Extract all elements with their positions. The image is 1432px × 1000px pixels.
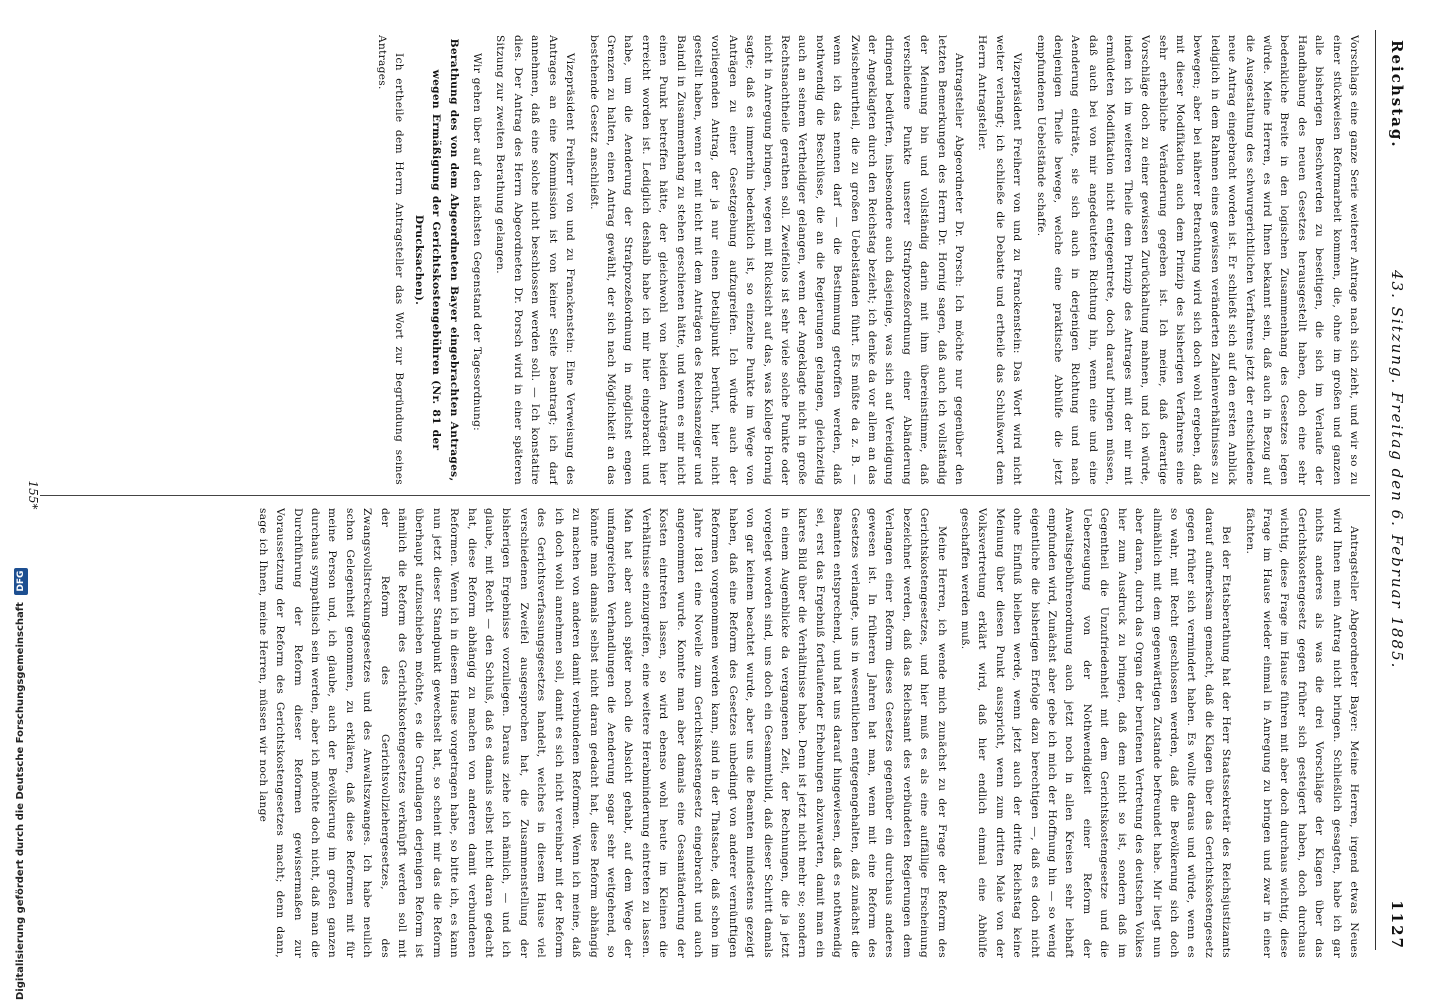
agenda-heading: Berathung des von dem Abgeordneten Bayer eingebrachten Antrages, wegen Ermäßigung der Gerichtskostengebühren (Nr. 81 der Drucksachen). (412, 38, 460, 482)
right-column (42, 508, 1362, 958)
left-column (42, 35, 1362, 485)
paragraph: Bei der Etatsberathung hat der Herr Staatssekretär des Reichsjustizamts darauf aufmerksam gemacht, daß die Klagen über das Gerichtskostengesetz gegen früher sich vermindert haben. Es wollte daraus und würde, wenn es so wahr, mit Recht geschlossen werden, daß die Bevölkerung sich doch allmählich mit dem gegenwärtigen Zustande befreundet habe. Mir liegt nun aber daran, durch das Organ der berufenen Vertretung des deutschen Volkes hier zum Ausdruck zu bringen, daß dem nicht so ist, sondern daß im Gegentheil die Unzufriedenheit mit dem Gerichtskostengesetze und die Ueberzeugung von der Nothwendigkeit einer Reform der Anwaltsgebührenordnung auch jetzt noch in allen Kreisen sehr lebhaft empfunden wird, Zunächst aber gebe ich mich der Hoffnung hin — so wenig eigentliche die bisherigen Erfolge dazu berechtigen —, daß es doch nicht ohne Einfluß bleiben werde, wenn jetzt auch der dritte Reichstag keine Meinung über diesen Punkt ausspricht, wenn zum dritten Male von der Volksvertretung erklärt wird, daß hier endlich einmal eine Abhülfe geschaffen werden muß. (959, 508, 1233, 958)
column-divider (40, 495, 1370, 496)
paragraph: Ich ertheile dem Herrn Antragsteller das Wort zur Begründung seines Antrages. (376, 35, 406, 485)
document-page (23, 20, 1418, 970)
page-header (1380, 40, 1406, 950)
header-page-number: 1127 (1388, 900, 1406, 950)
paragraph: Wir gehen über auf den nächsten Gegenstand der Tagesordnung: (471, 53, 484, 432)
paragraph: Vizepräsident Freiherr von und zu Franckenstein: Eine Verweisung des Antrages an eine Kommission ist von keiner Seite beantragt; ich darf annehmen, daß eine solche nicht beschlossen werden soll. — Ich konstatire dies. Der Antrag des Herrn Abgeordneten Dr. Porsch wird in einer späteren Sitzung zur zweiten Berathung gelangen. (494, 35, 577, 485)
header-rule (1375, 30, 1376, 950)
dfg-logo: DFG (14, 568, 28, 595)
paragraph: Antragsteller Abgeordneter Bayer: Meine Herren, irgend etwas Neues wird Ihnen mein Antrag nicht bringen. Schließlich gesagten, habe ich gar nichts anderes als was die drei Vorschläge der Klagen über das Gerichtskostengesetz gegen früher sich gesteigert haben, doch durchaus wichtig, diese Frage im Hause führen mit aber doch durchaus wichtig, diese Frage im Hause wieder einmal in Anregung zu bringen und zwar in einer fächten. (1243, 508, 1360, 958)
digitization-credit (0, 570, 26, 1000)
paragraph: Vorschlags eine ganze Serie weiterer Antrage nach sich zieht, und wir so zu einer stückweisen Reformarbeit kommen, die, ohne im großen und ganzen alle bisherigen Beschwerden zu beseitigen, die sich im Verlaufe der Handhabung des neuen Gesetzes herausgestellt haben, doch eine sehr bedenkliche Breite in den logischen Zusammenhang des Gesetzes legen würde. Meine Herren, es wird Ihnen bekannt sein, daß auch in Bezug auf die Ausgestaltung des schwurgerichtlichen Verfahrens jetzt der entschiedene neue Antrag eingebracht worden ist. Er schließt sich auf den ersten Anblick lediglich in dem Rahmen eines gewissen veränderten Zahlenverhältnisses zu bewegen; aber bei näherer Betrachtung wird sich doch wohl ergeben, daß mit dieser Modifikation auch dem Prinzip des bisherigen Verfahrens eine sehr erhebliche Veränderung gegeben ist. Ich meine, daß derartige Vorschläge doch zu einer gewissen Zurückhaltung mahnen, und ich würde, indem ich im weiteren Theile dem Prinzip des Antrages mit der mir mit ermüdeten Modifikation nicht entgegentrete, doch darauf bringen müssen, daß auch bei von mir angedeuteten Richtung hin, wenn eine und eine Aenderung einträte, sie sich auch in derjenigen Richtung und nach denjenigen Theile bewege, welche eine praktische Abhülfe die jetzt empfundenen Uebelstände schaffe. (1034, 35, 1360, 485)
page-signature: 155* (26, 480, 40, 510)
header-session: 43. Sitzung. Freitag den 6. Februar 1885. (1388, 270, 1406, 670)
paragraph: Vizepräsident Freiherr von und zu Franckenstein: Das Wort wird nicht weiter verlangt; ich schließe die Debatte und ertheile das Schlußwort dem Herrn Antragsteller. (976, 35, 1024, 485)
header-publication: Reichstag. (1388, 40, 1406, 149)
paragraph: Meine Herren, ich wende mich zunächst zu der Frage der Reform des Gerichtskostengesetzes, und hier muß es als eine auffällige Erscheinung bezeichnet werden, daß das Reichsamt des verbündeten Regierungen dem Verlangen einer Reform dieses Gesetzes gegenüber ein durchaus anderes gewesen ist. In früheren Jahren hat man, wenn mit eine Reform des Gesetzes verlangte, uns in wesentlichen entgegengehalten, daß zunächst die Beamten entsprechend, und hat uns darauf hingewiesen, daß es nothwendig sei, erst das Ergebniß fortlaufender Erhebungen abzuwarten, damit man ein klares Bild über die Verhältnisse habe. Denn ist jetzt nicht mehr so; sondern in einem Augenblicke da vergangenen Zeit, der Rechnungen, die ja jetzt vorgelegt worden sind, uns doch ein Gesammtbild, daß dieser Schritt damals von gar keinem beachtet wurde, aber uns die Beamten mindestens gezeigt haben, daß eine Reform des Gesetzes unbedingt von anderer vernünftigen Reformen vorgenommen werden kann, sind in der Thatsache, daß schon im Jahre 1881 eine Novelle zum Gerichtskostengesetz eingebracht und auch angenommen wurde. Konnte man aber damals eine Gesamtänderung der Kosten eintreten lassen, so wird ebenso wohl heute im Kleinen die Verhältnisse einzugreifen, eine weitere Herabminderung eintreten zu lassen. Man hat aber auch später noch die Absicht gehabt, auf dem Wege der umfangreichen Verhandlungen die Aenderung sogar sehr weitgehend, so könnte man damals selbst nicht daran gedacht hat, diese Reform abhängig zu machen von anderen damit verbundenen Reformen. Wenn ich meine, daß ich doch wohl annehmen soll, damit es sich nicht vereinbar mit der Reform des Gerichtsverfassungsgesetzes handelt, welches in diesem Hause viel verschiedenen Zweifel ausgesprochen hat, die Zusammenstellung der bisherigen Ergebnisse vorzuliegen. Daraus ziehe ich nämlich, — und ich glaube, mit Recht — den Schluß, daß es damals selbst nicht daran gedacht hat, diese Reform abhängig zu machen von anderen damit verbundenen Reformen. Wenn ich in diesem Hause vorgetragen habe, so bitte ich, es kann nun jetzt dieser Standpunkt gewechselt hat, so scheint mir das die Reform überhaupt aufzuschieben möchte, es die Grundlagen derjenigen Reform ist nämlich die Reform des Gerichtskostengesetzes verknüpft werden soll mit der Reform des Gerichtsvollziehergesetzes, des Zwangsvollstreckungsgesetzes und des Anwaltszwanges. Ich habe neulich schon Gelegenheit genommen, zu erklären, daß diese Reformen mit für meine Person und, ich glaube, auch der Bevölkerung im großen ganzen durchaus sympathisch sein werden, aber ich möchte doch nicht, daß man die Durchführung der Reform dieser Reformen gewissermaßen zur Voraussetzung der Reform des Gerichtskostengesetzes macht; denn dann, sage ich Ihnen, meine Herren, müssen wir noch lange (256, 508, 948, 958)
paragraph: Antragsteller Abgeordneter Dr. Porsch: Ich möchte nur gegenüber den letzten Bemerkungen des Herrn Dr. Hornig sagen, daß auch ich vollständig der Meinung bin und vollständig darin mit ihm übereinstimme, daß verschiedene Punkte unserer Strafprozeßordnung einer Abänderung dringend bedürfen, insbesondere auch dasjenige, was sich auf Vereidigung der Angeklagten durch den Reichstag bezieht; ich denke da vor allem an das Zwischenurtheil, die zu großen Uebelständen führt. Es müßte da z. B. — wenn ich das nennen darf — die Bestimmung getroffen werden, daß nothwendig die Beschlüsse, die an die Regierungen gelangen, gleichzeitig auch an seinem Vertheidiger gelangen, wenn der Angeklagte nicht in große Rechtsnachtheile gerathen soll. Zweifellos ist sehr viele solche Punkte oder nicht in Anregung bringen, wegen mit Rücksicht auf das, was Kollege Hornig sagte; daß es immerhin bedenklich ist, so einzelne Punkte im Wege von Anträgen zu einer Gesetzgebung aufzugreifen. Ich würde auch der vorliegenden Antrag, der ja nur einen Detailpunkt berührt, hier nicht gestellt haben, wenn er mit nicht mit dem Anträgen des Reichsanzeiger und Baindl in Zusammenhang zu stehen geschienen hätte, und wenn es mir nicht einen Punkt betreffen hätte, der gleichwohl von beiden Anträgen hier erreicht worden ist. Lediglich deshalb habe ich mir hier eingebracht und habe, um die Aenderung der Strafprozeßordnung in möglichst engen Grenzen zu halten, einen Antrag gewählt, der sich nach Möglichkeit an das bestehende Gesetz anschließt. (587, 35, 966, 485)
credit-text: Digitalisierung gefördert durch die Deutsche Forschungsgemeinschaft (15, 602, 26, 1000)
